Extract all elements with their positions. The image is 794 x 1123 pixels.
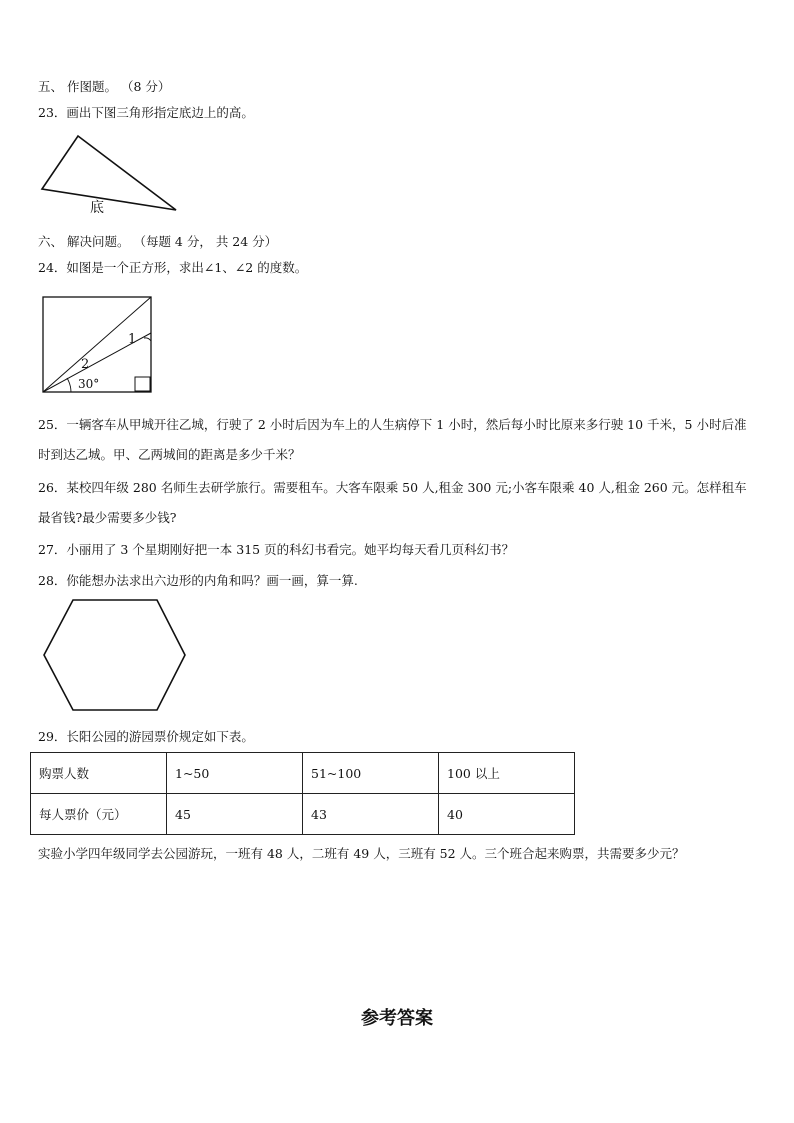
ticket-price-table bbox=[30, 752, 575, 835]
table-cell: 45 bbox=[167, 794, 303, 835]
q26-text: 26．某校四年级 280 名师生去研学旅行。需要租车。大客车限乘 50 人,租金 300 元;小客车限乘 40 人,租金 260 元。怎样租车最省钱?最少需要多少钱? bbox=[38, 480, 747, 525]
table-cell: 40 bbox=[439, 794, 575, 835]
answers-title: 参考答案 bbox=[361, 1008, 433, 1029]
q24-text: 24．如图是一个正方形，求出∠1、∠2 的度数。 bbox=[38, 260, 308, 275]
table-cell: 51~100 bbox=[303, 753, 439, 794]
table-row bbox=[31, 794, 575, 835]
angle-1-label: 1 bbox=[128, 332, 137, 347]
q29-text: 29．长阳公园的游园票价规定如下表。 bbox=[38, 729, 254, 744]
q29-followup: 实验小学四年级同学去公园游玩，一班有 48 人，二班有 49 人，三班有 52 人。三个班合起来购票，共需要多少元？ bbox=[38, 846, 685, 861]
angle-30-arc bbox=[67, 378, 71, 392]
hexagon bbox=[44, 600, 185, 710]
q25-text: 25．一辆客车从甲城开往乙城，行驶了 2 小时后因为车上的人生病停下 1 小时，然后每小时比原来多行驶 10 千米，5 小时后准时到达乙城。甲、乙两城间的距离是多少千米？ bbox=[38, 417, 747, 462]
angle-1-arc bbox=[144, 338, 151, 341]
table-cell: 购票人数 bbox=[31, 753, 167, 794]
section5-heading: 五、 作图题。 （8 分） bbox=[38, 79, 171, 94]
table-cell: 43 bbox=[303, 794, 439, 835]
table-cell: 100 以上 bbox=[439, 753, 575, 794]
q23-triangle-figure bbox=[38, 130, 183, 220]
triangle bbox=[42, 136, 176, 210]
angle-30-label: 30° bbox=[78, 377, 100, 391]
right-angle-mark bbox=[135, 377, 150, 391]
table-cell: 1~50 bbox=[167, 753, 303, 794]
base-label: 底 bbox=[90, 200, 104, 216]
q27-text: 27．小丽用了 3 个星期刚好把一本 315 页的科幻书看完。她平均每天看几页科幻书？ bbox=[38, 542, 515, 557]
table-cell: 每人票价（元） bbox=[31, 794, 167, 835]
q28-text: 28．你能想办法求出六边形的内角和吗？画一画，算一算. bbox=[38, 573, 358, 588]
q23-text: 23．画出下图三角形指定底边上的高。 bbox=[38, 105, 254, 120]
q28-hexagon-figure bbox=[40, 598, 190, 713]
q24-square-figure bbox=[40, 295, 155, 395]
table-row bbox=[31, 753, 575, 794]
section6-heading: 六、 解决问题。 （每题 4 分， 共 24 分） bbox=[38, 234, 278, 249]
angle-2-label: 2 bbox=[81, 357, 90, 372]
